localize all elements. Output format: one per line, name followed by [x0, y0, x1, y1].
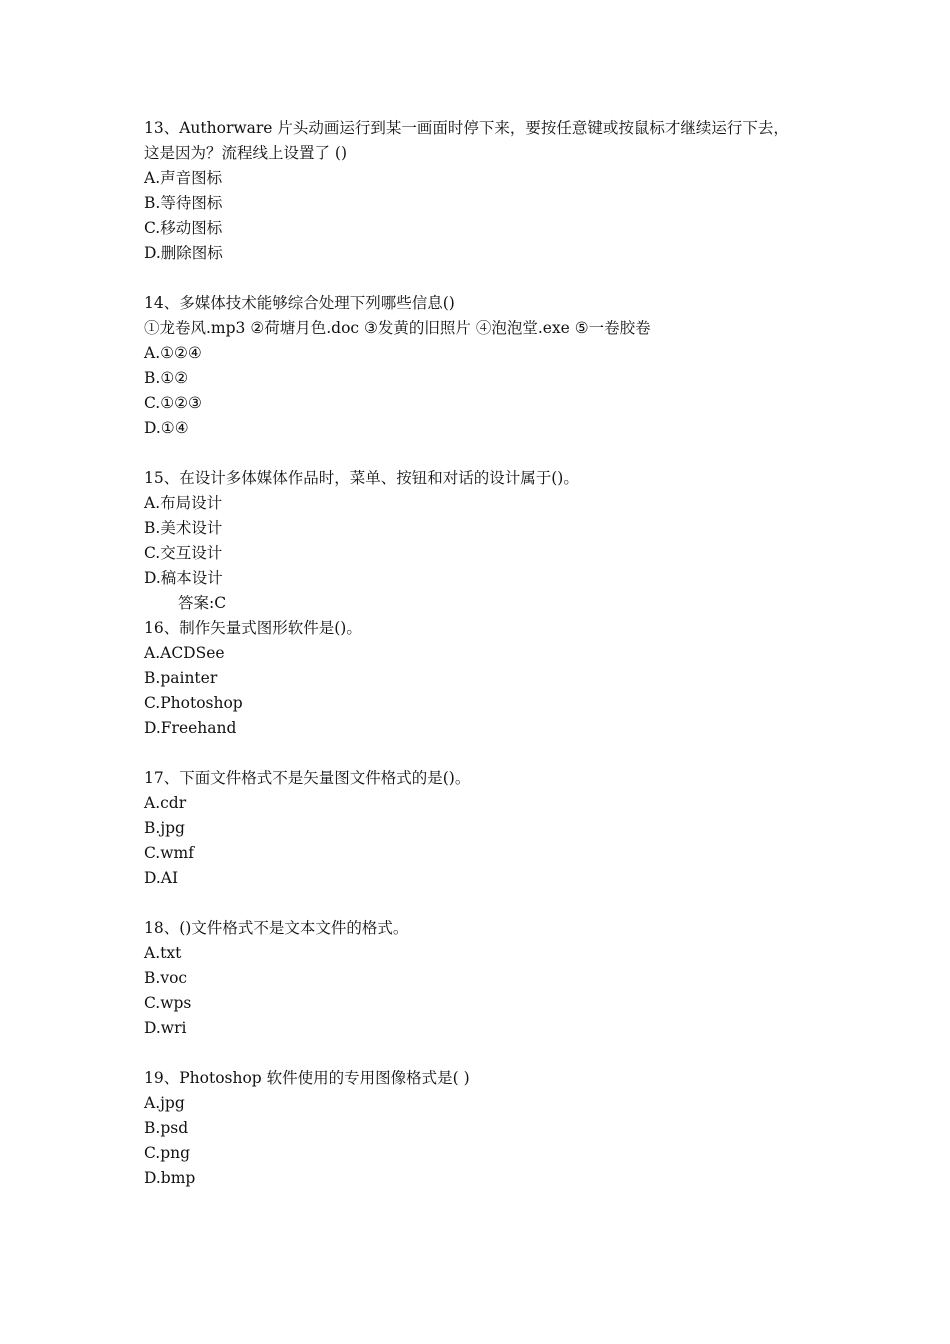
option-d: D.Freehand [144, 719, 237, 737]
option-c: C.交互设计 [144, 544, 223, 562]
question-16 [144, 616, 824, 741]
question-18 [144, 916, 824, 1041]
question-stem: 14、多媒体技术能够综合处理下列哪些信息() [144, 294, 455, 312]
question-stem: 16、制作矢量式图形软件是()。 [144, 619, 362, 637]
option-d: D.①④ [144, 419, 189, 437]
option-a: A.jpg [144, 1094, 185, 1112]
spacer [144, 1041, 824, 1066]
document-page [144, 116, 824, 1191]
question-stem: 18、()文件格式不是文本文件的格式。 [144, 919, 409, 937]
answer-text: 答案:C [178, 594, 227, 612]
option-b: B.psd [144, 1119, 189, 1137]
question-13 [144, 116, 824, 266]
question-15 [144, 466, 824, 616]
option-a: A.cdr [144, 794, 187, 812]
option-d: D.AI [144, 869, 179, 887]
option-d: D.wri [144, 1019, 187, 1037]
spacer [144, 441, 824, 466]
option-c: C.Photoshop [144, 694, 243, 712]
option-c: C.png [144, 1144, 191, 1162]
option-a: A.txt [144, 944, 182, 962]
question-stem: 13、Authorware 片头动画运行到某一画面时停下来，要按任意键或按鼠标才继续运行下去， [144, 119, 789, 137]
question-19 [144, 1066, 824, 1191]
option-a: A.①②④ [144, 344, 202, 362]
option-a: A.布局设计 [144, 494, 223, 512]
option-b: B.等待图标 [144, 194, 223, 212]
option-d: D.删除图标 [144, 244, 223, 262]
option-b: B.voc [144, 969, 188, 987]
question-stem: ①龙卷风.mp3 ②荷塘月色.doc ③发黄的旧照片 ④泡泡堂.exe ⑤一卷胶卷 [144, 319, 651, 337]
option-b: B.painter [144, 669, 218, 687]
option-b: B.jpg [144, 819, 185, 837]
option-d: D.bmp [144, 1169, 196, 1187]
option-c: C.移动图标 [144, 219, 223, 237]
option-c: C.wmf [144, 844, 194, 862]
question-14 [144, 291, 824, 441]
option-d: D.稿本设计 [144, 569, 223, 587]
option-a: A.声音图标 [144, 169, 223, 187]
question-stem: 15、在设计多体媒体作品时，菜单、按钮和对话的设计属于()。 [144, 469, 579, 487]
question-stem: 19、Photoshop 软件使用的专用图像格式是( ) [144, 1069, 470, 1087]
option-c: C.wps [144, 994, 192, 1012]
spacer [144, 266, 824, 291]
option-a: A.ACDSee [144, 644, 225, 662]
question-stem: 这是因为？流程线上设置了 () [144, 144, 348, 162]
spacer [144, 741, 824, 766]
question-17 [144, 766, 824, 891]
spacer [144, 891, 824, 916]
option-b: B.美术设计 [144, 519, 223, 537]
option-b: B.①② [144, 369, 189, 387]
question-stem: 17、下面文件格式不是矢量图文件格式的是()。 [144, 769, 471, 787]
option-c: C.①②③ [144, 394, 202, 412]
